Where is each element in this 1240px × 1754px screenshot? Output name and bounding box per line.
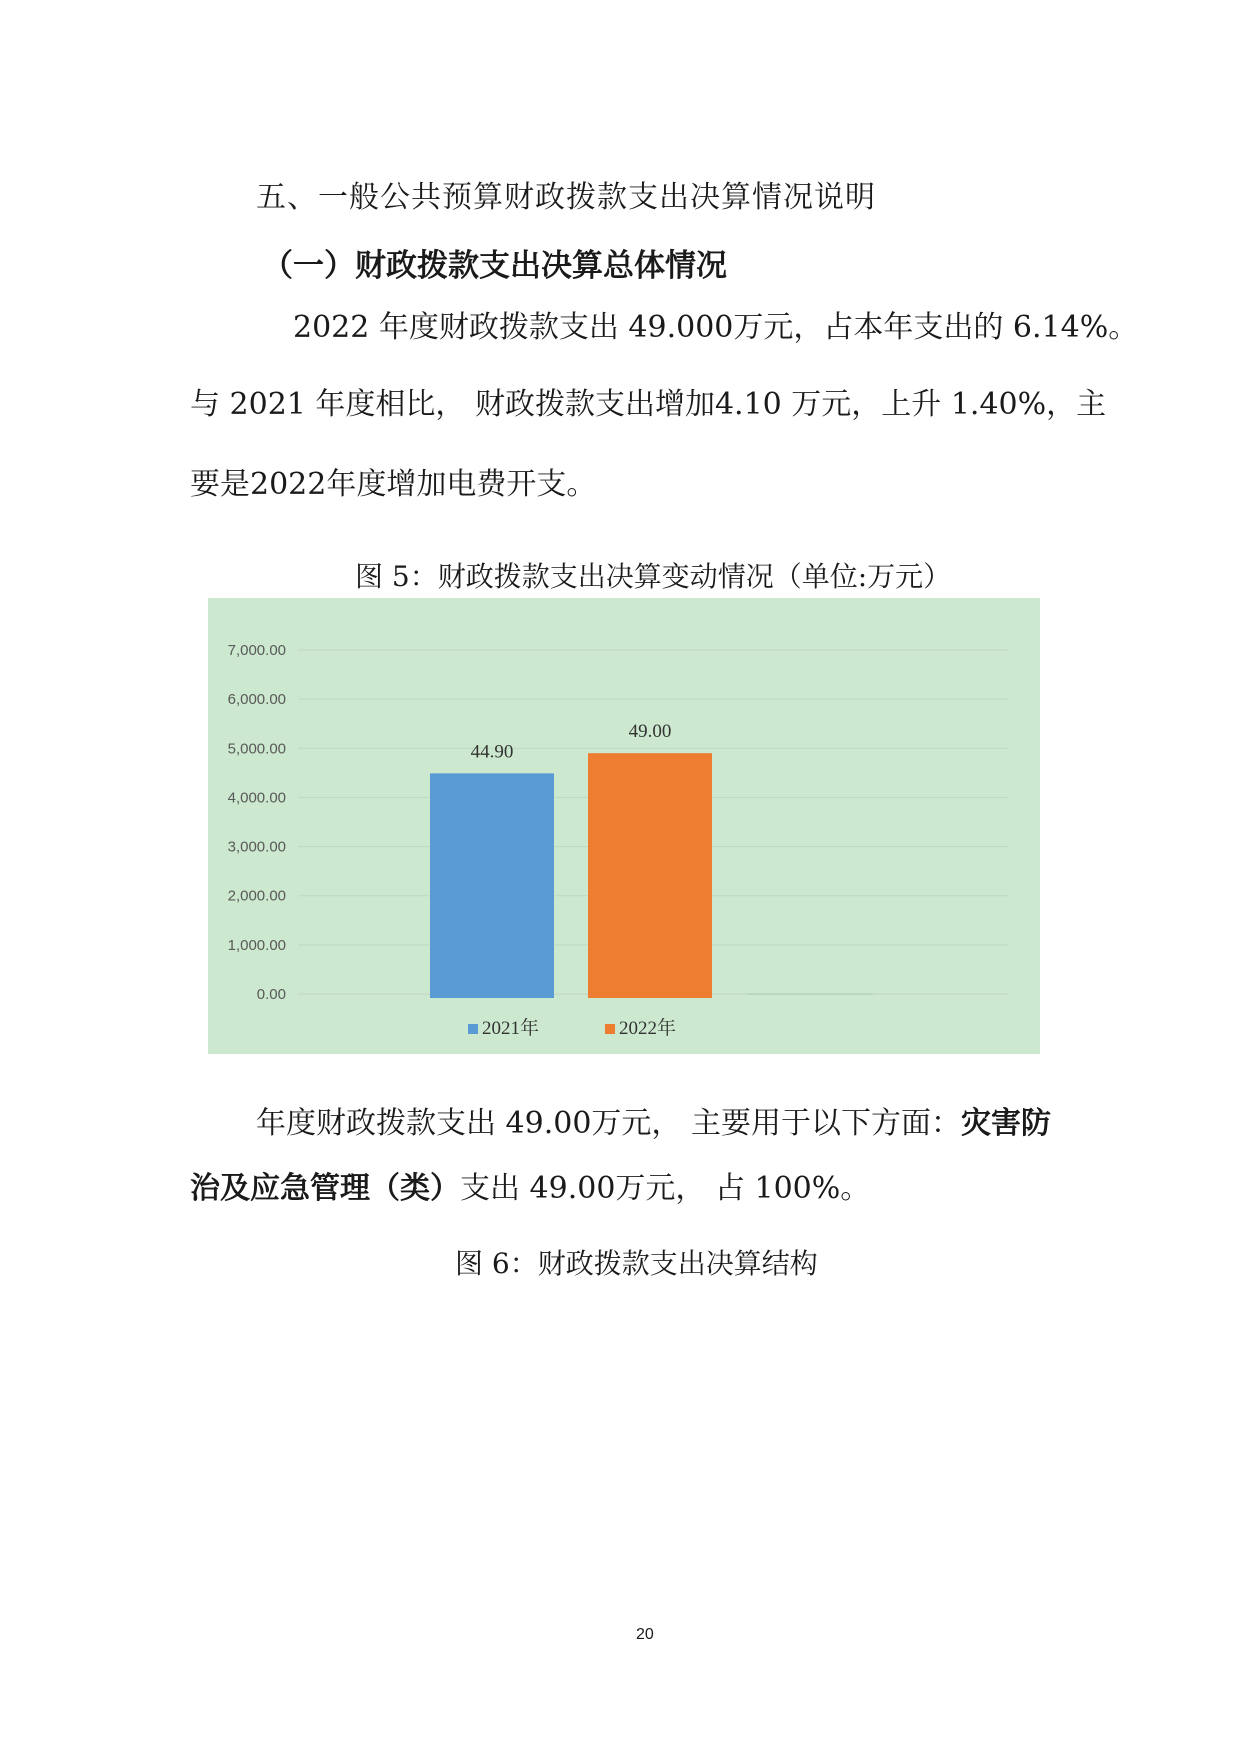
bar-2022年	[588, 753, 712, 998]
paragraph-2-line-2	[190, 1163, 870, 1207]
bar-2021年	[430, 773, 554, 998]
y-tick-label: 5,000.00	[227, 740, 286, 758]
y-tick-label: 3,000.00	[227, 838, 286, 856]
y-tick-label: 4,000.00	[227, 789, 286, 807]
legend-swatch	[605, 1024, 615, 1034]
y-tick-label: 0.00	[256, 986, 286, 1003]
paragraph-1-line-3: 要是2022年度增加电费开支。	[190, 467, 597, 502]
y-tick-label: 1,000.00	[227, 936, 286, 954]
bar-chart-svg	[208, 598, 1040, 1054]
section-heading: 五、一般公共预算财政拨款支出决算情况说明	[256, 180, 876, 215]
figure-6-caption: 图 6：财政拨款支出决算结构	[455, 1247, 818, 1280]
legend-label: 2021年	[482, 1018, 540, 1039]
data-label: 44.90	[470, 741, 514, 763]
paragraph-2-line-2-text: 支出 49.00万元， 占 100%。	[460, 1171, 871, 1206]
paragraph-2-line-2-bold: 治及应急管理（类）	[190, 1171, 460, 1206]
paragraph-2-line-1-bold: 灾害防	[960, 1106, 1051, 1141]
bar-chart	[208, 598, 1040, 1054]
paragraph-2-line-1	[256, 1098, 1051, 1142]
y-tick-label: 6,000.00	[227, 691, 286, 709]
page-number: 20	[636, 1626, 654, 1643]
legend-label: 2022年	[619, 1018, 677, 1039]
y-tick-label: 2,000.00	[227, 887, 286, 905]
subsection-heading: （一）财政拨款支出决算总体情况	[262, 248, 727, 284]
paragraph-1-line-2: 与 2021 年度相比， 财政拨款支出增加4.10 万元，上升 1.40%，主	[190, 387, 1107, 422]
figure-5-caption: 图 5：财政拨款支出决算变动情况（单位:万元）	[355, 560, 952, 593]
data-label: 49.00	[628, 721, 672, 743]
paragraph-2-line-1-text: 年度财政拨款支出 49.00万元， 主要用于以下方面：	[256, 1106, 961, 1141]
legend-swatch	[468, 1024, 478, 1034]
paragraph-1-line-1: 2022 年度财政拨款支出 49.000万元，占本年支出的 6.14%。	[293, 310, 1139, 345]
y-tick-label: 7,000.00	[227, 642, 286, 659]
